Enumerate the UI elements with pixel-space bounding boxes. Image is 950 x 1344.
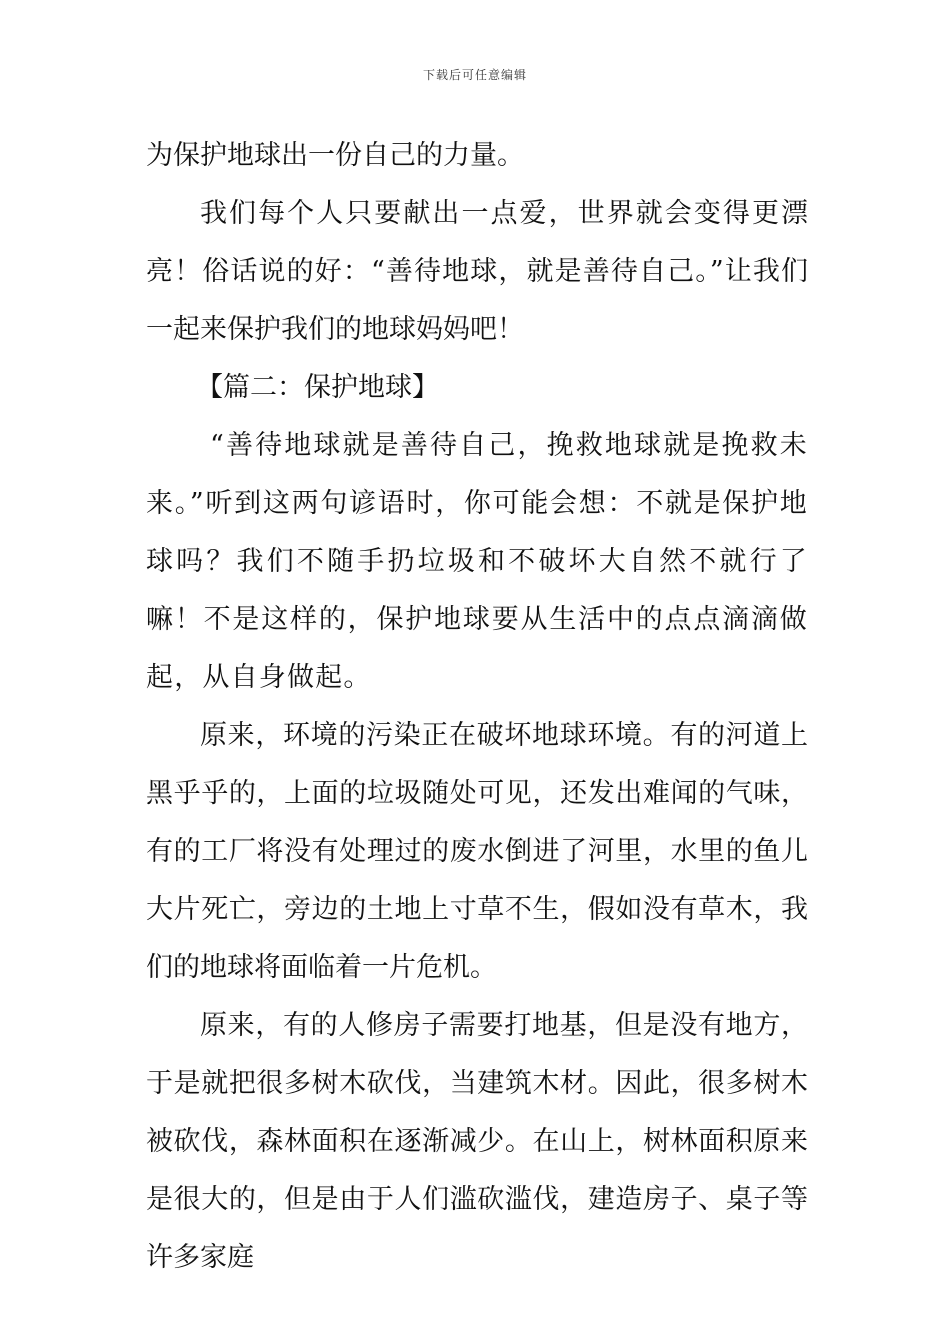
section-heading: 【篇二：保护地球】 xyxy=(196,372,439,403)
paragraph-continuation: 为保护地球出一份自己的力量。 xyxy=(146,140,524,171)
paragraph-pollution: 原来，环境的污染正在破坏地球环境。有的河道上黑乎乎的，上面的垃圾随处可见，还发出难闻的气味，有的工厂将没有处理过的废水倒进了河里，水里的鱼儿大片死亡，旁边的土地上寸草不生，假如没有草木，我们的地球将面临着一片危机。 xyxy=(146,720,808,983)
page-header: 下载后可任意编辑 xyxy=(422,68,527,82)
document-body xyxy=(146,127,808,1287)
paragraph-intro: “善待地球就是善待自己，挽救地球就是挽救未来。”听到这两句谚语时，你可能会想：不就是保护地球吗？我们不随手扔垃圾和不破坏大自然不就行了嘛！不是这样的，保护地球要从生活中的点点滴滴做起，从自身做起。 xyxy=(146,430,808,693)
paragraph-deforestation: 原来，有的人修房子需要打地基，但是没有地方，于是就把很多树木砍伐，当建筑木材。因此，很多树木被砍伐，森林面积在逐渐减少。在山上，树林面积原来是很大的，但是由于人们滥砍滥伐，建造房子、桌子等许多家庭 xyxy=(146,1010,808,1273)
paragraph-closing: 我们每个人只要献出一点爱，世界就会变得更漂亮！俗话说的好：“善待地球，就是善待自己。”让我们一起来保护我们的地球妈妈吧！ xyxy=(146,198,808,345)
